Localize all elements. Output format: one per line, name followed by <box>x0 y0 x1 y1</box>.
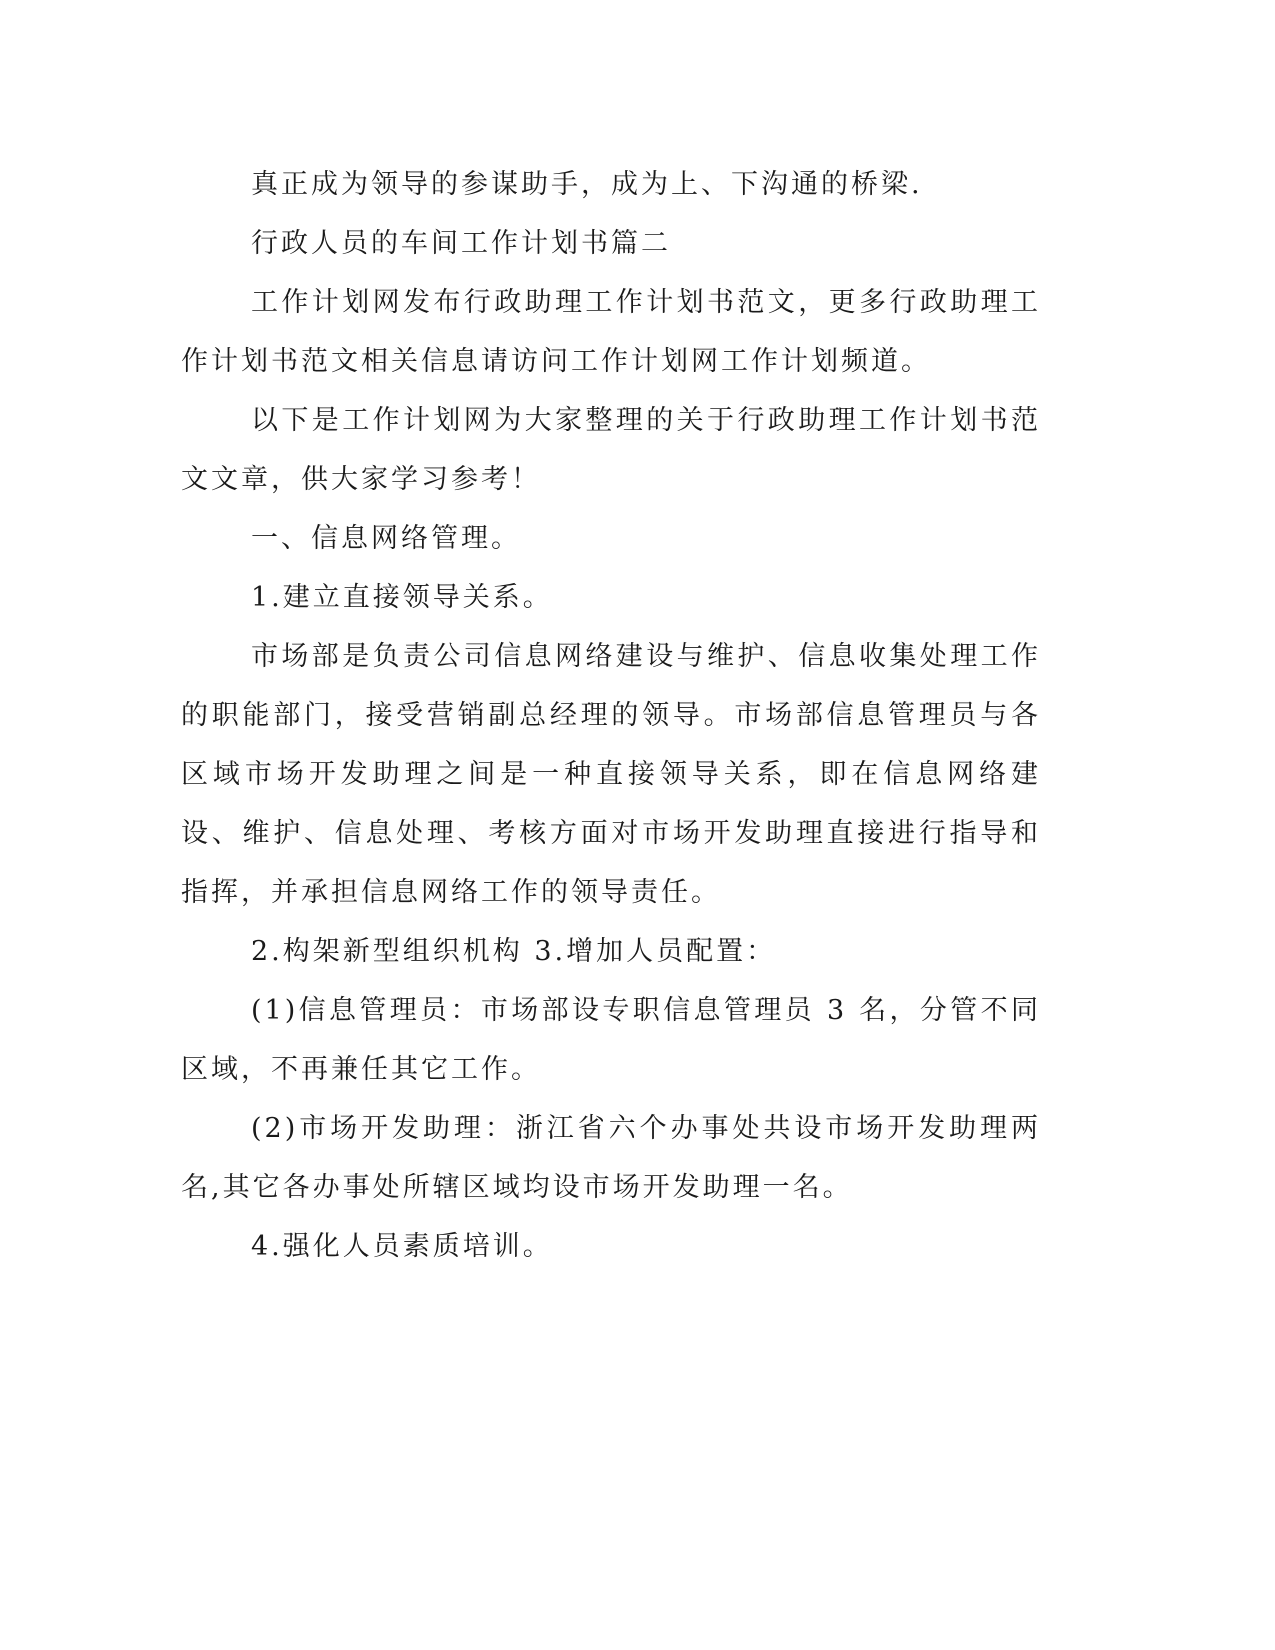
section-heading: 行政人员的车间工作计划书篇二 <box>251 228 671 259</box>
item-information-manager: (1)信息管理员：市场部设专职信息管理员 3 名，分管不同区域，不再兼任其它工作。 <box>181 995 1041 1085</box>
item-market-assistant: (2)市场开发助理：浙江省六个办事处共设市场开发助理两名,其它各办事处所辖区域均设市场开发助理一名。 <box>181 1113 1041 1203</box>
document-body <box>181 155 1041 1276</box>
paragraph-publish-note: 工作计划网发布行政助理工作计划书范文，更多行政助理工作计划书范文相关信息请访问工作计划网工作计划频道。 <box>181 287 1041 377</box>
item-direct-leadership: 1.建立直接领导关系。 <box>251 582 553 613</box>
heading-information-network: 一、信息网络管理。 <box>251 523 521 554</box>
item-organization-staffing: 2.构架新型组织机构 3.增加人员配置： <box>251 936 777 967</box>
paragraph-intro-ending: 真正成为领导的参谋助手，成为上、下沟通的桥梁. <box>251 169 923 200</box>
paragraph-reference-note: 以下是工作计划网为大家整理的关于行政助理工作计划书范文文章，供大家学习参考！ <box>181 405 1041 495</box>
paragraph-market-department: 市场部是负责公司信息网络建设与维护、信息收集处理工作的职能部门，接受营销副总经理的领导。市场部信息管理员与各区域市场开发助理之间是一种直接领导关系，即在信息网络建设、维护、信息处理、考核方面对市场开发助理直接进行指导和指挥，并承担信息网络工作的领导责任。 <box>181 641 1041 908</box>
item-staff-training: 4.强化人员素质培训。 <box>251 1231 553 1262</box>
